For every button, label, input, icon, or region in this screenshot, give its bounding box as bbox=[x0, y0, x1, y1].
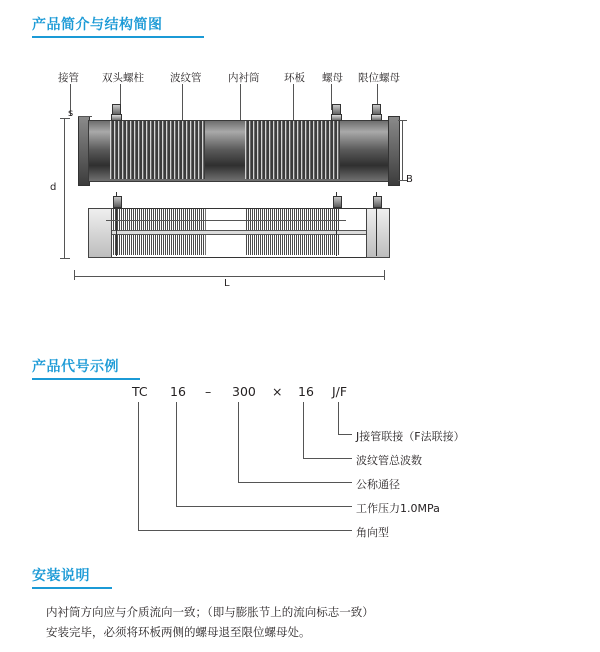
code-leader-4 bbox=[176, 402, 177, 506]
code-leader-5 bbox=[138, 402, 139, 530]
nut-tl bbox=[111, 114, 122, 121]
section-rule-install bbox=[32, 587, 112, 589]
section-title-code: 产品代号示例 bbox=[32, 359, 119, 375]
code-desc-connection: J接管联接（F法联接） bbox=[356, 430, 465, 443]
code-leader-3 bbox=[238, 402, 239, 482]
code-leader-1 bbox=[338, 402, 339, 434]
code-token-300: 300 bbox=[232, 384, 256, 399]
code-elbow-3 bbox=[238, 482, 352, 483]
code-token-16a: 16 bbox=[170, 384, 186, 399]
code-elbow-2 bbox=[303, 458, 352, 459]
section-limit-nut bbox=[373, 196, 382, 208]
install-note-2: 安装完毕，必须将环板两侧的螺母退至限位螺母处。 bbox=[46, 625, 311, 639]
leader-5 bbox=[293, 84, 294, 122]
code-desc-wave-count: 波纹管总波数 bbox=[356, 454, 422, 467]
part-label-luomu: 螺母 bbox=[322, 72, 343, 84]
dim-B-line bbox=[402, 120, 403, 180]
code-desc-nominal-diameter: 公称通径 bbox=[356, 478, 400, 491]
section-title-install: 安装说明 bbox=[32, 568, 90, 584]
part-label-bowenguan: 波纹管 bbox=[170, 72, 202, 84]
limit-nut-tr-nut bbox=[371, 114, 382, 121]
part-label-jieguan: 接管 bbox=[58, 72, 79, 84]
dim-s-line bbox=[78, 116, 92, 117]
code-token-dash: – bbox=[205, 384, 212, 399]
dim-L-tick-right bbox=[384, 270, 385, 280]
section-nut-left bbox=[113, 196, 122, 208]
flange-right bbox=[388, 116, 400, 186]
code-token-jf: J/F bbox=[332, 384, 348, 399]
dim-label-L: L bbox=[224, 278, 230, 289]
part-label-neichentong: 内衬筒 bbox=[228, 72, 260, 84]
section-center-line-band bbox=[88, 230, 388, 235]
nut-tr bbox=[331, 114, 342, 121]
code-elbow-5 bbox=[138, 530, 352, 531]
dim-L-tick-left bbox=[74, 270, 75, 280]
dim-L-line bbox=[74, 276, 384, 277]
dim-d-line bbox=[64, 118, 65, 258]
section-title-structure: 产品简介与结构简图 bbox=[32, 17, 163, 33]
section-end-right bbox=[366, 208, 390, 258]
dim-label-d: d bbox=[50, 182, 57, 193]
section-nut-right bbox=[333, 196, 342, 208]
section-rule-code bbox=[32, 378, 140, 380]
part-label-shuangtou: 双头螺柱 bbox=[102, 72, 144, 84]
code-desc-type: 角向型 bbox=[356, 526, 389, 539]
dim-label-B: B bbox=[406, 174, 413, 185]
corrugation-right bbox=[245, 121, 340, 179]
part-label-huanban: 环板 bbox=[284, 72, 305, 84]
install-note-1: 内衬筒方向应与介质流向一致；（即与膨胀节上的流向标志一致） bbox=[46, 605, 374, 619]
code-token-tc: TC bbox=[132, 384, 148, 399]
code-leader-2 bbox=[303, 402, 304, 458]
code-token-16b: 16 bbox=[298, 384, 314, 399]
code-token-x: × bbox=[272, 384, 283, 399]
corrugation-left bbox=[110, 121, 205, 179]
code-elbow-1 bbox=[338, 434, 352, 435]
part-label-xianweiluomu: 限位螺母 bbox=[358, 72, 400, 84]
product-code-diagram bbox=[110, 384, 580, 544]
code-elbow-4 bbox=[176, 506, 352, 507]
section-rule-structure bbox=[32, 36, 204, 38]
section-rod-axis bbox=[106, 220, 346, 221]
structure-diagram bbox=[50, 70, 550, 300]
leader-3 bbox=[182, 84, 183, 122]
section-end-left bbox=[88, 208, 112, 258]
dim-d-tick-bottom bbox=[60, 258, 70, 259]
dim-label-s: s bbox=[68, 108, 74, 119]
code-desc-working-pressure: 工作压力1.0MPa bbox=[356, 502, 440, 515]
dim-B-tick-top bbox=[398, 120, 407, 121]
